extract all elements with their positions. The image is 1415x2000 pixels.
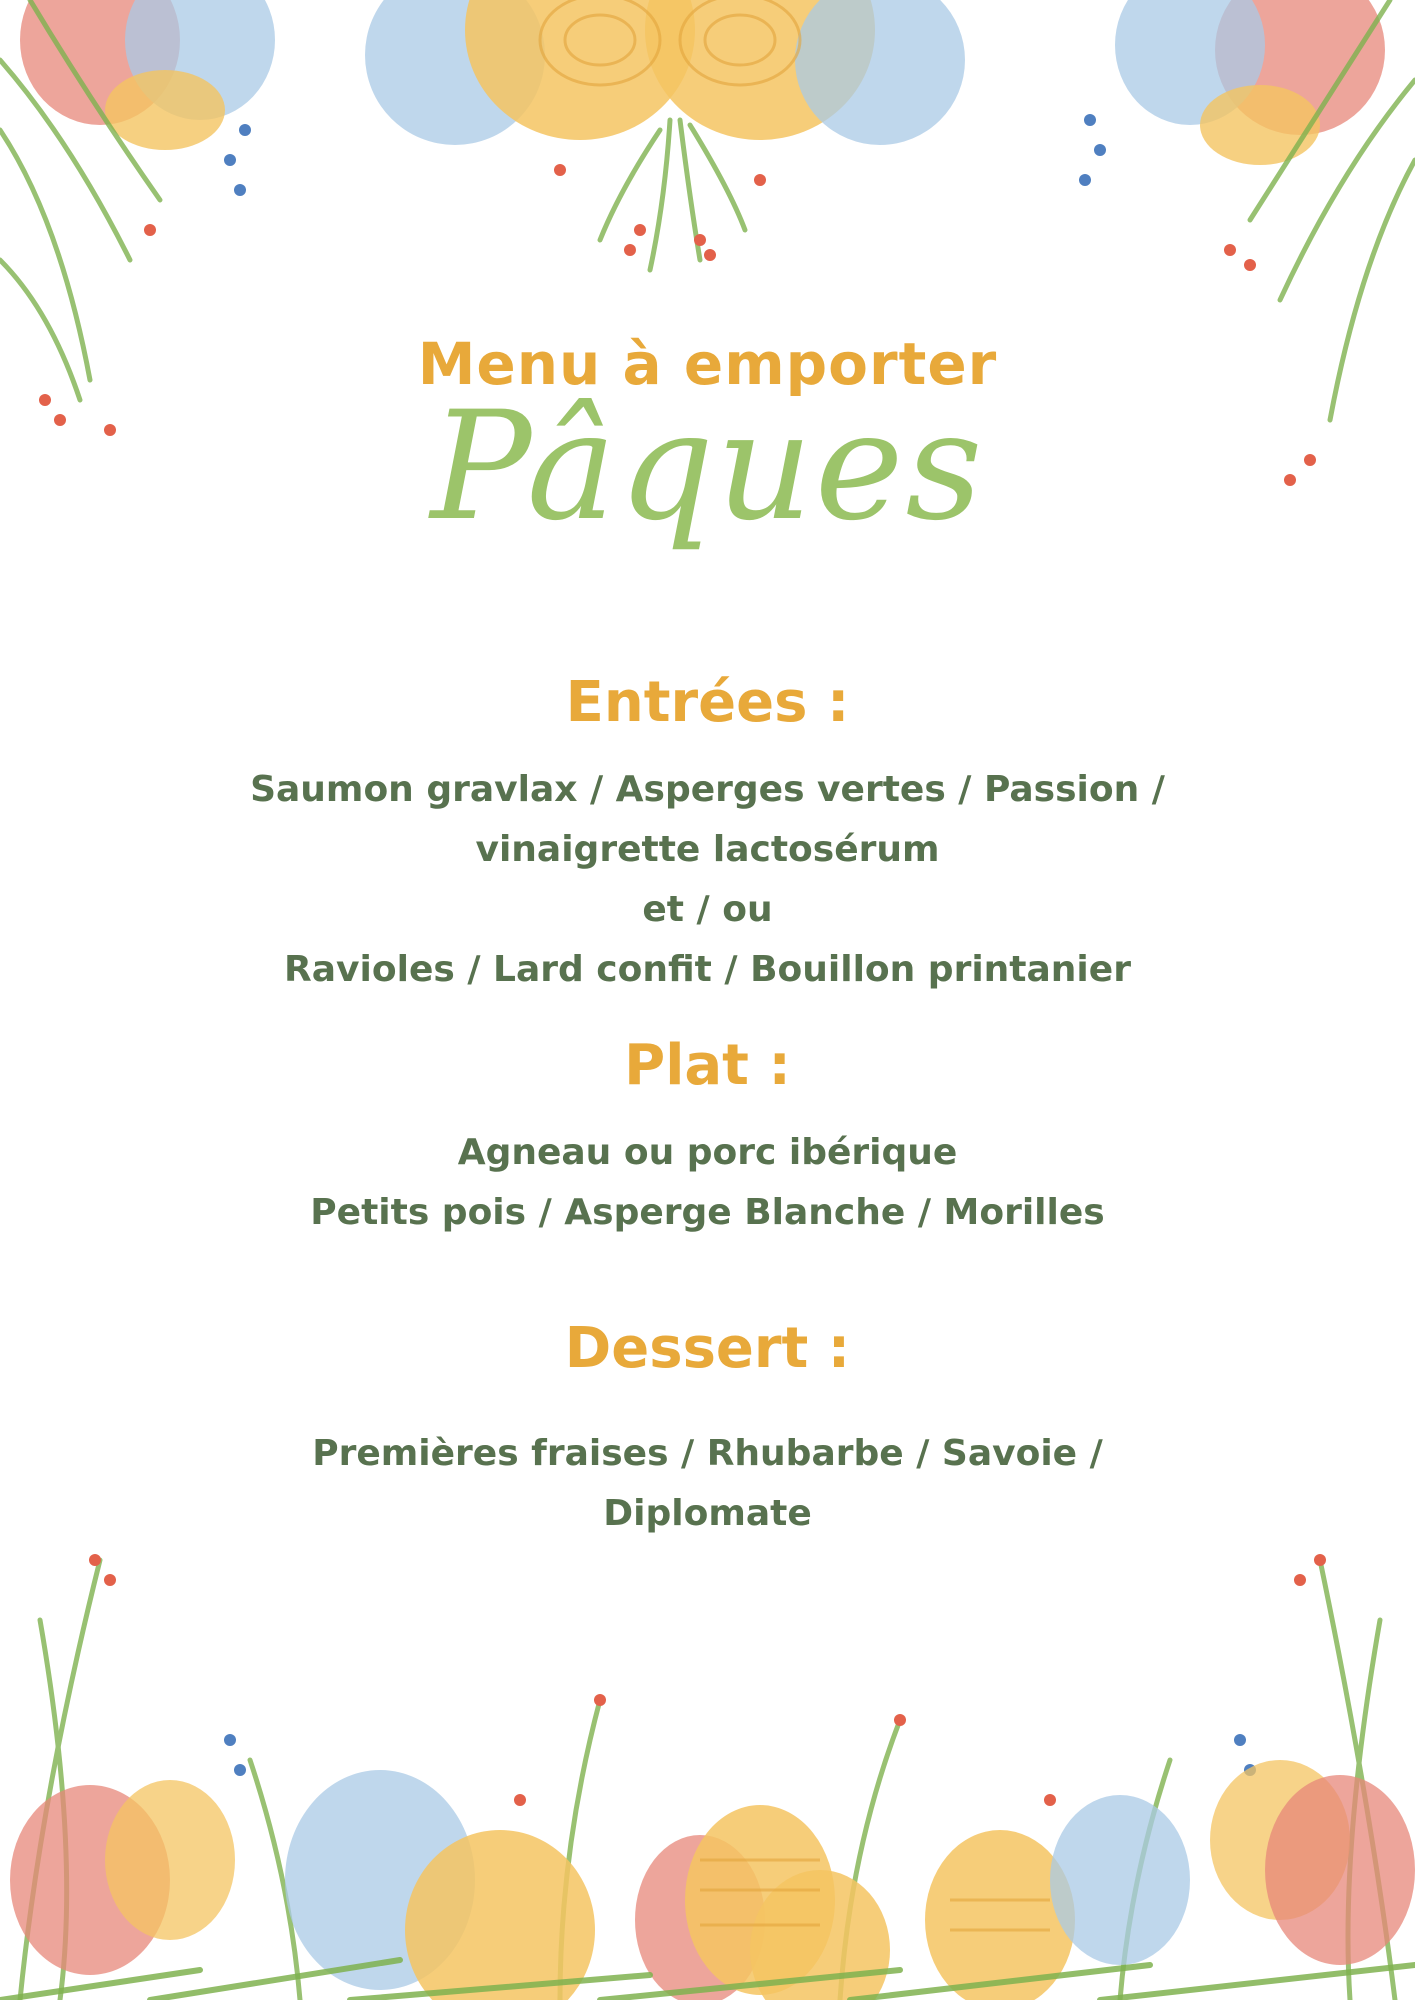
egg-icon <box>1265 1775 1415 1965</box>
menu-item: Petits pois / Asperge Blanche / Morilles <box>310 1192 1105 1233</box>
dessert-list <box>0 1424 1415 1544</box>
menu-item: Diplomate <box>603 1493 812 1534</box>
egg-icon <box>10 1785 170 1975</box>
egg-icon <box>405 1830 595 2000</box>
egg-icon <box>795 0 965 145</box>
menu-item: Ravioles / Lard confit / Bouillon printanier <box>284 949 1131 990</box>
menu-subtitle: Menu à emporter <box>417 330 998 398</box>
plat-list <box>0 1123 1415 1243</box>
menu-item: et / ou <box>642 889 773 930</box>
egg-icon <box>285 1770 475 1990</box>
menu-item: vinaigrette lactosérum <box>475 829 940 870</box>
egg-icon <box>105 70 225 150</box>
section-heading-dessert: Dessert : <box>564 1316 851 1381</box>
egg-icon <box>1050 1795 1190 1965</box>
egg-icon <box>685 1805 835 1995</box>
egg-icon <box>465 0 695 140</box>
menu-item: Saumon gravlax / Asperges vertes / Passion / <box>250 769 1165 810</box>
menu-item: Agneau ou porc ibérique <box>457 1132 958 1173</box>
menu-item: Premières fraises / Rhubarbe / Savoie / <box>312 1433 1103 1474</box>
egg-icon <box>635 1835 765 2000</box>
egg-icon <box>1115 0 1265 125</box>
entrees-list <box>0 760 1415 1000</box>
section-heading-entrees: Entrées : <box>565 670 850 735</box>
egg-icon <box>105 1780 235 1940</box>
egg-icon <box>645 0 875 140</box>
egg-icon <box>125 0 275 120</box>
egg-icon <box>750 1870 890 2000</box>
egg-icon <box>365 0 545 145</box>
menu-title: Pâques <box>430 380 985 554</box>
egg-icon <box>1200 85 1320 165</box>
egg-icon <box>20 0 180 125</box>
section-heading-plat: Plat : <box>624 1033 791 1098</box>
egg-icon <box>1210 1760 1350 1920</box>
egg-icon <box>925 1830 1075 2000</box>
egg-icon <box>1215 0 1385 135</box>
